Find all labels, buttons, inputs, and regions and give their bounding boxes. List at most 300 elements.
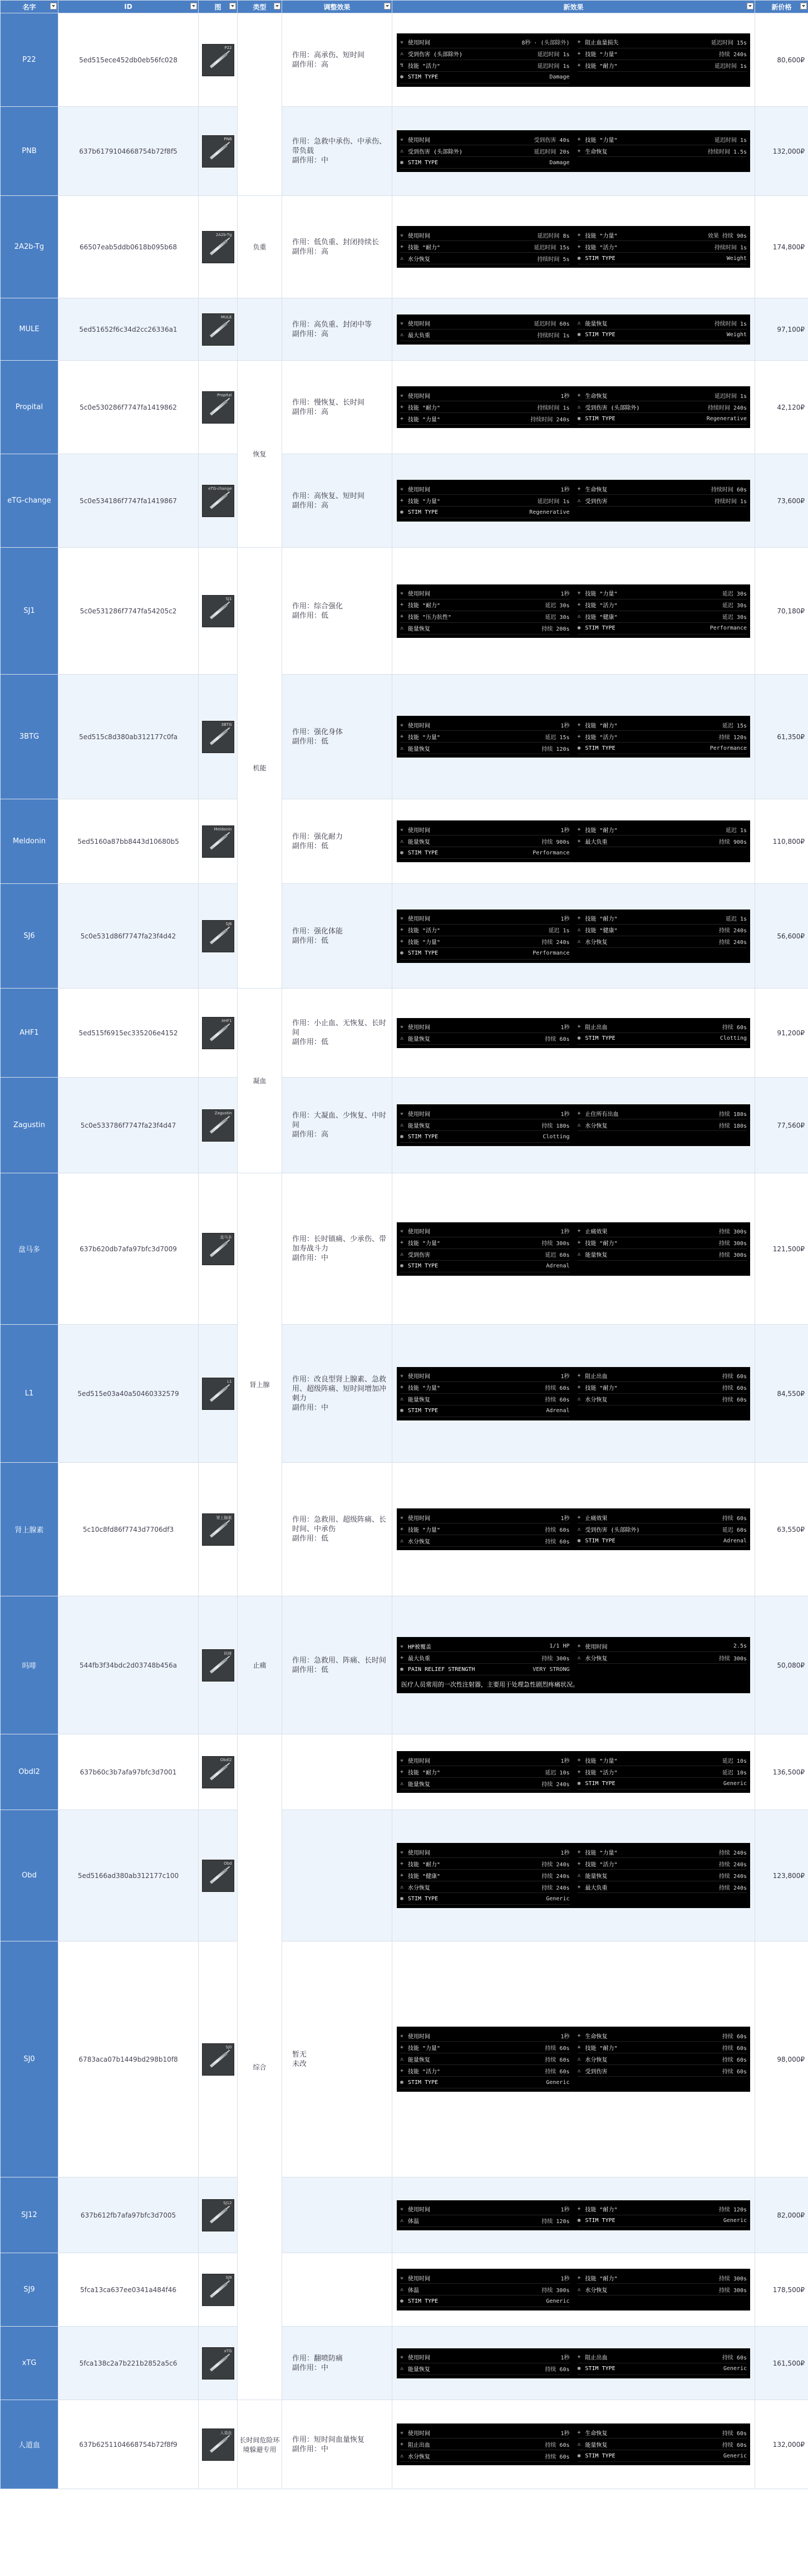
filter-dropdown-icon[interactable] — [229, 3, 236, 9]
effect-item — [578, 1870, 747, 1881]
row-effect — [282, 2177, 392, 2253]
effect-label: 能量恢复 — [585, 2442, 608, 2449]
effect-icon: ☣ — [400, 590, 404, 596]
effect-value: 持续 240s — [718, 928, 747, 934]
effect-icon: ☣ — [400, 136, 404, 142]
effect-item — [578, 1108, 747, 1119]
effect-item — [400, 253, 570, 264]
effect-label: 水分恢复 — [408, 1885, 430, 1891]
effect-item — [400, 2284, 570, 2295]
effect-line: 作用：慢恢复、长时间 — [292, 398, 365, 407]
effect-item — [578, 2065, 747, 2077]
effect-label: 水分恢复 — [585, 1123, 608, 1129]
effect-icon: ⚠ — [577, 2067, 581, 2074]
row-name: SJ6 — [1, 884, 58, 989]
row-effect — [282, 454, 392, 548]
row-name: Meldonin — [1, 799, 58, 884]
effect-value: 延迟 30s — [722, 591, 747, 597]
effect-icon: ✽ — [400, 1666, 404, 1673]
effect-item — [578, 401, 747, 413]
effect-icon: ⚠ — [577, 1122, 581, 1128]
effect-icon: ☣ — [400, 721, 404, 728]
effect-value: 持续 180s — [718, 1111, 747, 1118]
row-price: 132,000₽ — [755, 2400, 808, 2489]
table-row — [1, 1173, 808, 1325]
effect-label: 技能 "耐力" — [408, 1769, 441, 1776]
thumbnail-label: Meldonin — [214, 827, 232, 832]
thumbnail-label: Propital — [217, 392, 232, 397]
effect-label: 技能 "力量" — [585, 52, 618, 58]
table-row — [1, 2327, 808, 2400]
effect-value: Adrenal — [546, 1408, 570, 1414]
effect-label: STIM TYPE — [408, 159, 439, 166]
effect-item — [578, 330, 747, 341]
effect-label: 能量恢复 — [408, 1036, 430, 1043]
thumbnail-label: SJ9 — [225, 2275, 232, 2280]
effect-icon: + — [400, 1654, 404, 1661]
effect-item — [578, 2272, 747, 2284]
effect-item — [578, 2042, 747, 2053]
effect-value: 8秒 · (头部除外) — [521, 40, 570, 46]
effect-icon: ⚠ — [577, 2056, 581, 2062]
effect-value: 持续时间 1s — [714, 498, 747, 505]
effect-icon: + — [400, 613, 404, 620]
table-row — [1, 361, 808, 454]
thumbnail-label: xTG — [224, 2348, 232, 2353]
effect-icon: + — [577, 392, 581, 399]
syringe-icon — [209, 144, 227, 159]
effect-value: 持续时间 60s — [711, 486, 747, 493]
effect-item — [400, 413, 570, 425]
effect-value: 1秒 — [560, 393, 570, 400]
effect-value: 延迟 30s — [722, 614, 747, 621]
row-new-effect — [392, 1463, 755, 1596]
syringe-icon — [209, 729, 227, 745]
effect-item — [400, 241, 570, 253]
syringe-icon — [209, 400, 227, 415]
effect-value: 延迟 30s — [545, 603, 570, 609]
effect-item — [400, 743, 570, 754]
row-name: 2A2b-Tg — [1, 196, 58, 298]
row-new-effect — [392, 884, 755, 989]
effect-value: 延迟 1s — [548, 928, 570, 934]
effect-line: 副作用：低 — [292, 1535, 329, 1543]
effect-item — [578, 824, 747, 835]
row-effect — [282, 1463, 392, 1596]
effect-icon: + — [577, 721, 581, 728]
effect-label: 阻止出血 — [585, 1374, 608, 1380]
table-row — [1, 1078, 808, 1173]
effect-label: STIM TYPE — [585, 1780, 615, 1787]
effect-label: 使用时间 — [408, 1758, 430, 1764]
effect-label: 技能 "耐力" — [408, 405, 441, 411]
stim-thumbnail — [202, 313, 234, 346]
row-price: 132,000₽ — [755, 107, 808, 196]
effect-line: 副作用：中 — [292, 2445, 329, 2454]
effect-label: 能量恢复 — [408, 2367, 430, 2373]
effect-panel — [397, 2423, 750, 2465]
effect-label: 使用时间 — [408, 1111, 430, 1118]
effect-line: 副作用：低 — [292, 611, 329, 620]
effect-icon: + — [577, 1514, 581, 1521]
row-name: 3BTG — [1, 675, 58, 799]
effect-icon: + — [400, 497, 404, 504]
effect-item — [400, 2042, 570, 2053]
effect-icon: ✽ — [400, 1895, 404, 1902]
effect-icon: + — [400, 1872, 404, 1879]
row-price: 178,500₽ — [755, 2253, 808, 2327]
row-new-effect — [392, 989, 755, 1078]
row-effect — [282, 361, 392, 454]
effect-value: 2.5s — [733, 1643, 747, 1649]
effect-label: STIM TYPE — [408, 2079, 439, 2086]
effect-icon: + — [577, 1373, 581, 1379]
effect-icon: ✽ — [400, 1263, 404, 1269]
table-row — [1, 1810, 808, 1941]
table-row — [1, 884, 808, 989]
effect-value: 持续时间 1s — [714, 244, 747, 251]
syringe-icon — [209, 1522, 227, 1537]
effect-value: Performance — [533, 950, 570, 956]
effect-icon: ⚠ — [577, 1251, 581, 1257]
effect-panel — [397, 820, 750, 862]
effect-icon: ⚠ — [400, 2452, 404, 2459]
filter-dropdown-icon[interactable] — [274, 3, 280, 9]
effect-label: 技能 "耐力" — [585, 2275, 618, 2282]
row-id: 5ed515c8d380ab312177c0fa — [58, 675, 199, 799]
effect-item — [578, 599, 747, 611]
effect-item — [400, 2427, 570, 2439]
column-header[interactable]: 新价格 — [755, 1, 808, 13]
effect-item — [400, 157, 570, 169]
effect-grid — [400, 2272, 747, 2307]
effect-item — [400, 1021, 570, 1033]
row-image — [199, 548, 238, 675]
row-new-effect — [392, 1810, 755, 1941]
effect-icon: ⚠ — [577, 613, 581, 620]
effect-label: 技能 "活力" — [585, 1769, 618, 1776]
effect-label: 技能 "耐力" — [585, 2045, 618, 2052]
effect-label: 水分恢复 — [585, 1397, 608, 1403]
effect-item — [400, 401, 570, 413]
effect-item — [400, 731, 570, 743]
effect-item — [400, 134, 570, 145]
stim-thumbnail — [202, 1756, 234, 1788]
effect-icon: ⚠ — [400, 148, 404, 154]
effect-icon: ✽ — [400, 2298, 404, 2304]
row-image — [199, 1810, 238, 1941]
effect-label: 阻止出血 — [408, 2442, 430, 2449]
effect-panel — [397, 2348, 750, 2378]
effect-item — [578, 743, 747, 754]
row-price: 97,100₽ — [755, 298, 808, 361]
effect-item — [578, 1249, 747, 1261]
effect-value: Generic — [546, 2079, 570, 2086]
effect-item — [400, 1778, 570, 1790]
row-type: 机能 — [238, 548, 282, 989]
effect-icon: ⚠ — [577, 1872, 581, 1879]
row-new-effect — [392, 1078, 755, 1173]
effect-icon: ☣ — [400, 2032, 404, 2039]
effect-label: 使用时间 — [408, 1025, 430, 1031]
effect-label: 使用时间 — [408, 1515, 430, 1522]
effect-icon: ☣ — [400, 2354, 404, 2360]
effect-label: STIM TYPE — [408, 849, 439, 856]
effect-item — [400, 1846, 570, 1858]
effect-value: Damage — [549, 74, 570, 80]
effect-item — [400, 37, 570, 48]
thumbnail-label: SJ1 — [225, 596, 232, 601]
effect-panel — [397, 314, 750, 345]
effect-icon: + — [577, 1240, 581, 1246]
effect-value: Generic — [723, 2452, 747, 2459]
effect-label: 技能 "耐力" — [585, 827, 618, 834]
effect-label: 水分恢复 — [408, 2454, 430, 2460]
effect-grid — [400, 588, 747, 635]
column-header[interactable]: 调整效果 — [282, 1, 392, 13]
effect-icon: ⚠ — [577, 927, 581, 933]
row-id: 544fb3f34bdc2d03748b456a — [58, 1596, 199, 1734]
effect-value: 延迟时间 1s — [537, 63, 570, 70]
thumbnail-label: MULE — [221, 314, 232, 319]
effect-icon: ✽ — [577, 745, 581, 751]
row-name: Zagustin — [1, 1078, 58, 1173]
syringe-icon — [209, 1241, 227, 1257]
row-name: L1 — [1, 1325, 58, 1463]
effect-value: 持续 60s — [722, 2430, 747, 2437]
effect-label: 技能 "活力" — [585, 734, 618, 741]
stim-thumbnail — [202, 44, 234, 76]
effect-label: 使用时间 — [408, 137, 430, 144]
effect-value: 持续 60s — [545, 2367, 570, 2373]
row-price: 84,550₽ — [755, 1325, 808, 1463]
effect-icon: ✽ — [400, 74, 404, 80]
row-id: 5ed5166ad380ab312177c100 — [58, 1810, 199, 1941]
effect-value: 持续 60s — [722, 2045, 747, 2052]
effect-label: 止痛效果 — [585, 1515, 608, 1522]
effect-value: 延迟时间 1s — [714, 63, 747, 70]
effect-label: 使用时间 — [408, 722, 430, 729]
effect-label: 使用时间 — [408, 2275, 430, 2282]
effect-label: 能量恢复 — [408, 1123, 430, 1129]
row-id: 6783aca07b1449bd298b10f8 — [58, 1941, 199, 2177]
effect-label: 技能 "活力" — [585, 603, 618, 609]
effect-label: STIM TYPE — [408, 1133, 439, 1140]
effect-label: 生命恢复 — [585, 2033, 608, 2040]
effect-icon: + — [400, 243, 404, 250]
row-effect — [282, 2327, 392, 2400]
effect-icon: ⚠ — [577, 938, 581, 945]
effect-value: Clotting — [543, 1133, 570, 1140]
effect-value: Generic — [723, 2218, 747, 2224]
effect-item — [400, 599, 570, 611]
effect-label: 受到伤害 (头部除外) — [585, 405, 640, 411]
effect-value: 持续 300s — [541, 2287, 570, 2294]
effect-label: 能量恢复 — [408, 626, 430, 632]
effect-item — [578, 60, 747, 72]
effect-icon: ⚠ — [400, 2366, 404, 2372]
effect-item — [578, 2030, 747, 2042]
effect-item — [578, 1778, 747, 1790]
effect-item — [578, 37, 747, 48]
effect-value: 持续 240s — [718, 1873, 747, 1880]
effect-label: 阻止血量损失 — [585, 40, 619, 46]
effect-item — [400, 1664, 570, 1675]
effect-label: 技能 "健康" — [585, 928, 618, 934]
effect-value: 持续 300s — [718, 2275, 747, 2282]
effect-value: 持续 60s — [722, 1025, 747, 1031]
effect-icon: ⚠ — [400, 2286, 404, 2293]
row-effect — [282, 107, 392, 196]
row-name: Obdl2 — [1, 1734, 58, 1810]
thumbnail-label: P22 — [224, 45, 232, 50]
effect-label: 使用时间 — [408, 2207, 430, 2213]
row-effect — [282, 196, 392, 298]
effect-label: STIM TYPE — [585, 2366, 615, 2372]
effect-line: 作用：高承伤、短时间 — [292, 51, 365, 60]
effect-label: 技能 "力量" — [408, 416, 441, 423]
effect-icon: + — [577, 1849, 581, 1855]
effect-icon: ☣ — [400, 1849, 404, 1855]
effect-label: 技能 "耐力" — [585, 722, 618, 729]
row-id: 637b612fb7afa97bfc3d7005 — [58, 2177, 199, 2253]
effect-label: 使用时间 — [408, 233, 430, 239]
stim-thumbnail — [202, 135, 234, 168]
effect-label: 使用时间 — [408, 1229, 430, 1235]
column-header[interactable]: 图 — [199, 1, 238, 13]
effect-icon: ⚠ — [400, 1537, 404, 1544]
row-name: eTG-change — [1, 454, 58, 548]
syringe-icon — [209, 1025, 227, 1041]
effect-label: 技能 "力量" — [585, 1850, 618, 1856]
effect-value: 1秒 — [560, 1025, 570, 1031]
effect-label: PAIN RELIEF STRENGTH — [408, 1666, 475, 1673]
effect-icon: ✽ — [577, 2452, 581, 2459]
effect-icon: ✽ — [577, 2366, 581, 2372]
stim-thumbnail — [202, 2428, 234, 2461]
effect-item — [400, 1119, 570, 1131]
table-row — [1, 196, 808, 298]
table-row — [1, 13, 808, 107]
effect-item — [578, 2053, 747, 2065]
effect-value: 1秒 — [560, 2355, 570, 2361]
effect-item — [400, 1754, 570, 1766]
effect-line: 作用：低负重、封闭持续长 — [292, 238, 380, 247]
effect-label: 技能 "耐力" — [585, 916, 618, 922]
effect-value: 1秒 — [560, 2430, 570, 2437]
effect-grid — [400, 1846, 747, 1905]
effect-line: 作用：急救用、阵痛、长时间 — [292, 1656, 387, 1665]
stim-thumbnail — [202, 1233, 234, 1265]
filter-dropdown-icon[interactable] — [800, 3, 807, 9]
effect-icon: ⚠ — [400, 1396, 404, 1402]
filter-dropdown-icon[interactable] — [747, 3, 753, 9]
effect-line: 作用：急救用、超级阵痛、长时间、中承伤 — [292, 1516, 387, 1533]
effect-icon: + — [400, 2067, 404, 2074]
effect-panel — [397, 1751, 750, 1793]
effect-item — [400, 1108, 570, 1119]
effect-value: 持续 60s — [545, 1036, 570, 1043]
effect-item — [400, 1870, 570, 1881]
stim-thumbnail — [202, 2043, 234, 2076]
row-id: 637b60c3b7afa97bfc3d7001 — [58, 1734, 199, 1810]
effect-label: 能量恢复 — [408, 746, 430, 753]
effect-item — [400, 1249, 570, 1261]
effect-value: 延迟时间 1s — [537, 52, 570, 58]
effect-icon: ⚠ — [400, 1780, 404, 1787]
effect-icon: ✽ — [400, 2079, 404, 2086]
effect-icon: ✽ — [400, 1133, 404, 1140]
row-name: SJ9 — [1, 2253, 58, 2327]
effect-icon: + — [577, 2206, 581, 2212]
table-row — [1, 1596, 808, 1734]
effect-item — [578, 1382, 747, 1394]
effect-item — [578, 1226, 747, 1237]
row-image — [199, 2327, 238, 2400]
effect-value: 延迟时间 15s — [534, 244, 570, 251]
row-id: 66507eab5ddb0618b095b68 — [58, 196, 199, 298]
row-effect — [282, 2253, 392, 2327]
filter-dropdown-icon[interactable] — [384, 3, 391, 9]
syringe-icon — [209, 2356, 227, 2371]
stim-thumbnail — [202, 721, 234, 753]
effect-label: 受到伤害 (头部除外) — [408, 52, 463, 58]
effect-icon: + — [400, 1860, 404, 1867]
effect-icon: ✽ — [577, 1780, 581, 1787]
row-image — [199, 361, 238, 454]
effect-label: 技能 "耐力" — [585, 2207, 618, 2213]
effect-label: 使用时间 — [408, 591, 430, 597]
effect-value: 1秒 — [560, 1374, 570, 1380]
thumbnail-label: 人道血 — [220, 2430, 232, 2435]
effect-line: 作用：高负重、封闭中等 — [292, 320, 372, 329]
column-header[interactable]: 类型 — [238, 1, 282, 13]
row-id: 5ed5160a87bb8443d10680b5 — [58, 799, 199, 884]
row-new-effect — [392, 2400, 755, 2489]
filter-dropdown-icon[interactable] — [190, 3, 197, 9]
effect-icon: + — [577, 1757, 581, 1763]
effect-label: STIM TYPE — [585, 2218, 615, 2224]
effect-grid — [400, 1226, 747, 1272]
effect-icon: + — [577, 838, 581, 844]
effect-value: 持续 60s — [722, 1397, 747, 1403]
table-row — [1, 1734, 808, 1810]
effect-label: 受到伤害 — [585, 498, 608, 505]
filter-dropdown-icon[interactable] — [50, 3, 57, 9]
effect-item — [578, 145, 747, 157]
effect-item — [578, 719, 747, 731]
thumbnail-label: 吗啡 — [224, 1651, 232, 1656]
effect-value: 持续 60s — [545, 1397, 570, 1403]
effect-value: 延迟 60s — [722, 1527, 747, 1533]
effect-icon: + — [400, 2441, 404, 2447]
effect-label: 技能 "健康" — [408, 1873, 441, 1880]
column-header[interactable]: ID — [58, 1, 199, 13]
row-new-effect — [392, 298, 755, 361]
column-header[interactable]: 新效果 — [392, 1, 755, 13]
effect-item — [400, 229, 570, 241]
syringe-icon — [209, 322, 227, 337]
effect-label: 最大负重 — [408, 333, 430, 339]
effect-icon: ☣ — [400, 826, 404, 833]
effect-item — [578, 2363, 747, 2375]
column-header[interactable]: 名字 — [1, 1, 58, 13]
effect-label: 水分恢复 — [585, 2057, 608, 2063]
row-image — [199, 1325, 238, 1463]
effect-value: 持续 240s — [541, 1873, 570, 1880]
row-name: PNB — [1, 107, 58, 196]
effect-icon: + — [577, 1228, 581, 1234]
